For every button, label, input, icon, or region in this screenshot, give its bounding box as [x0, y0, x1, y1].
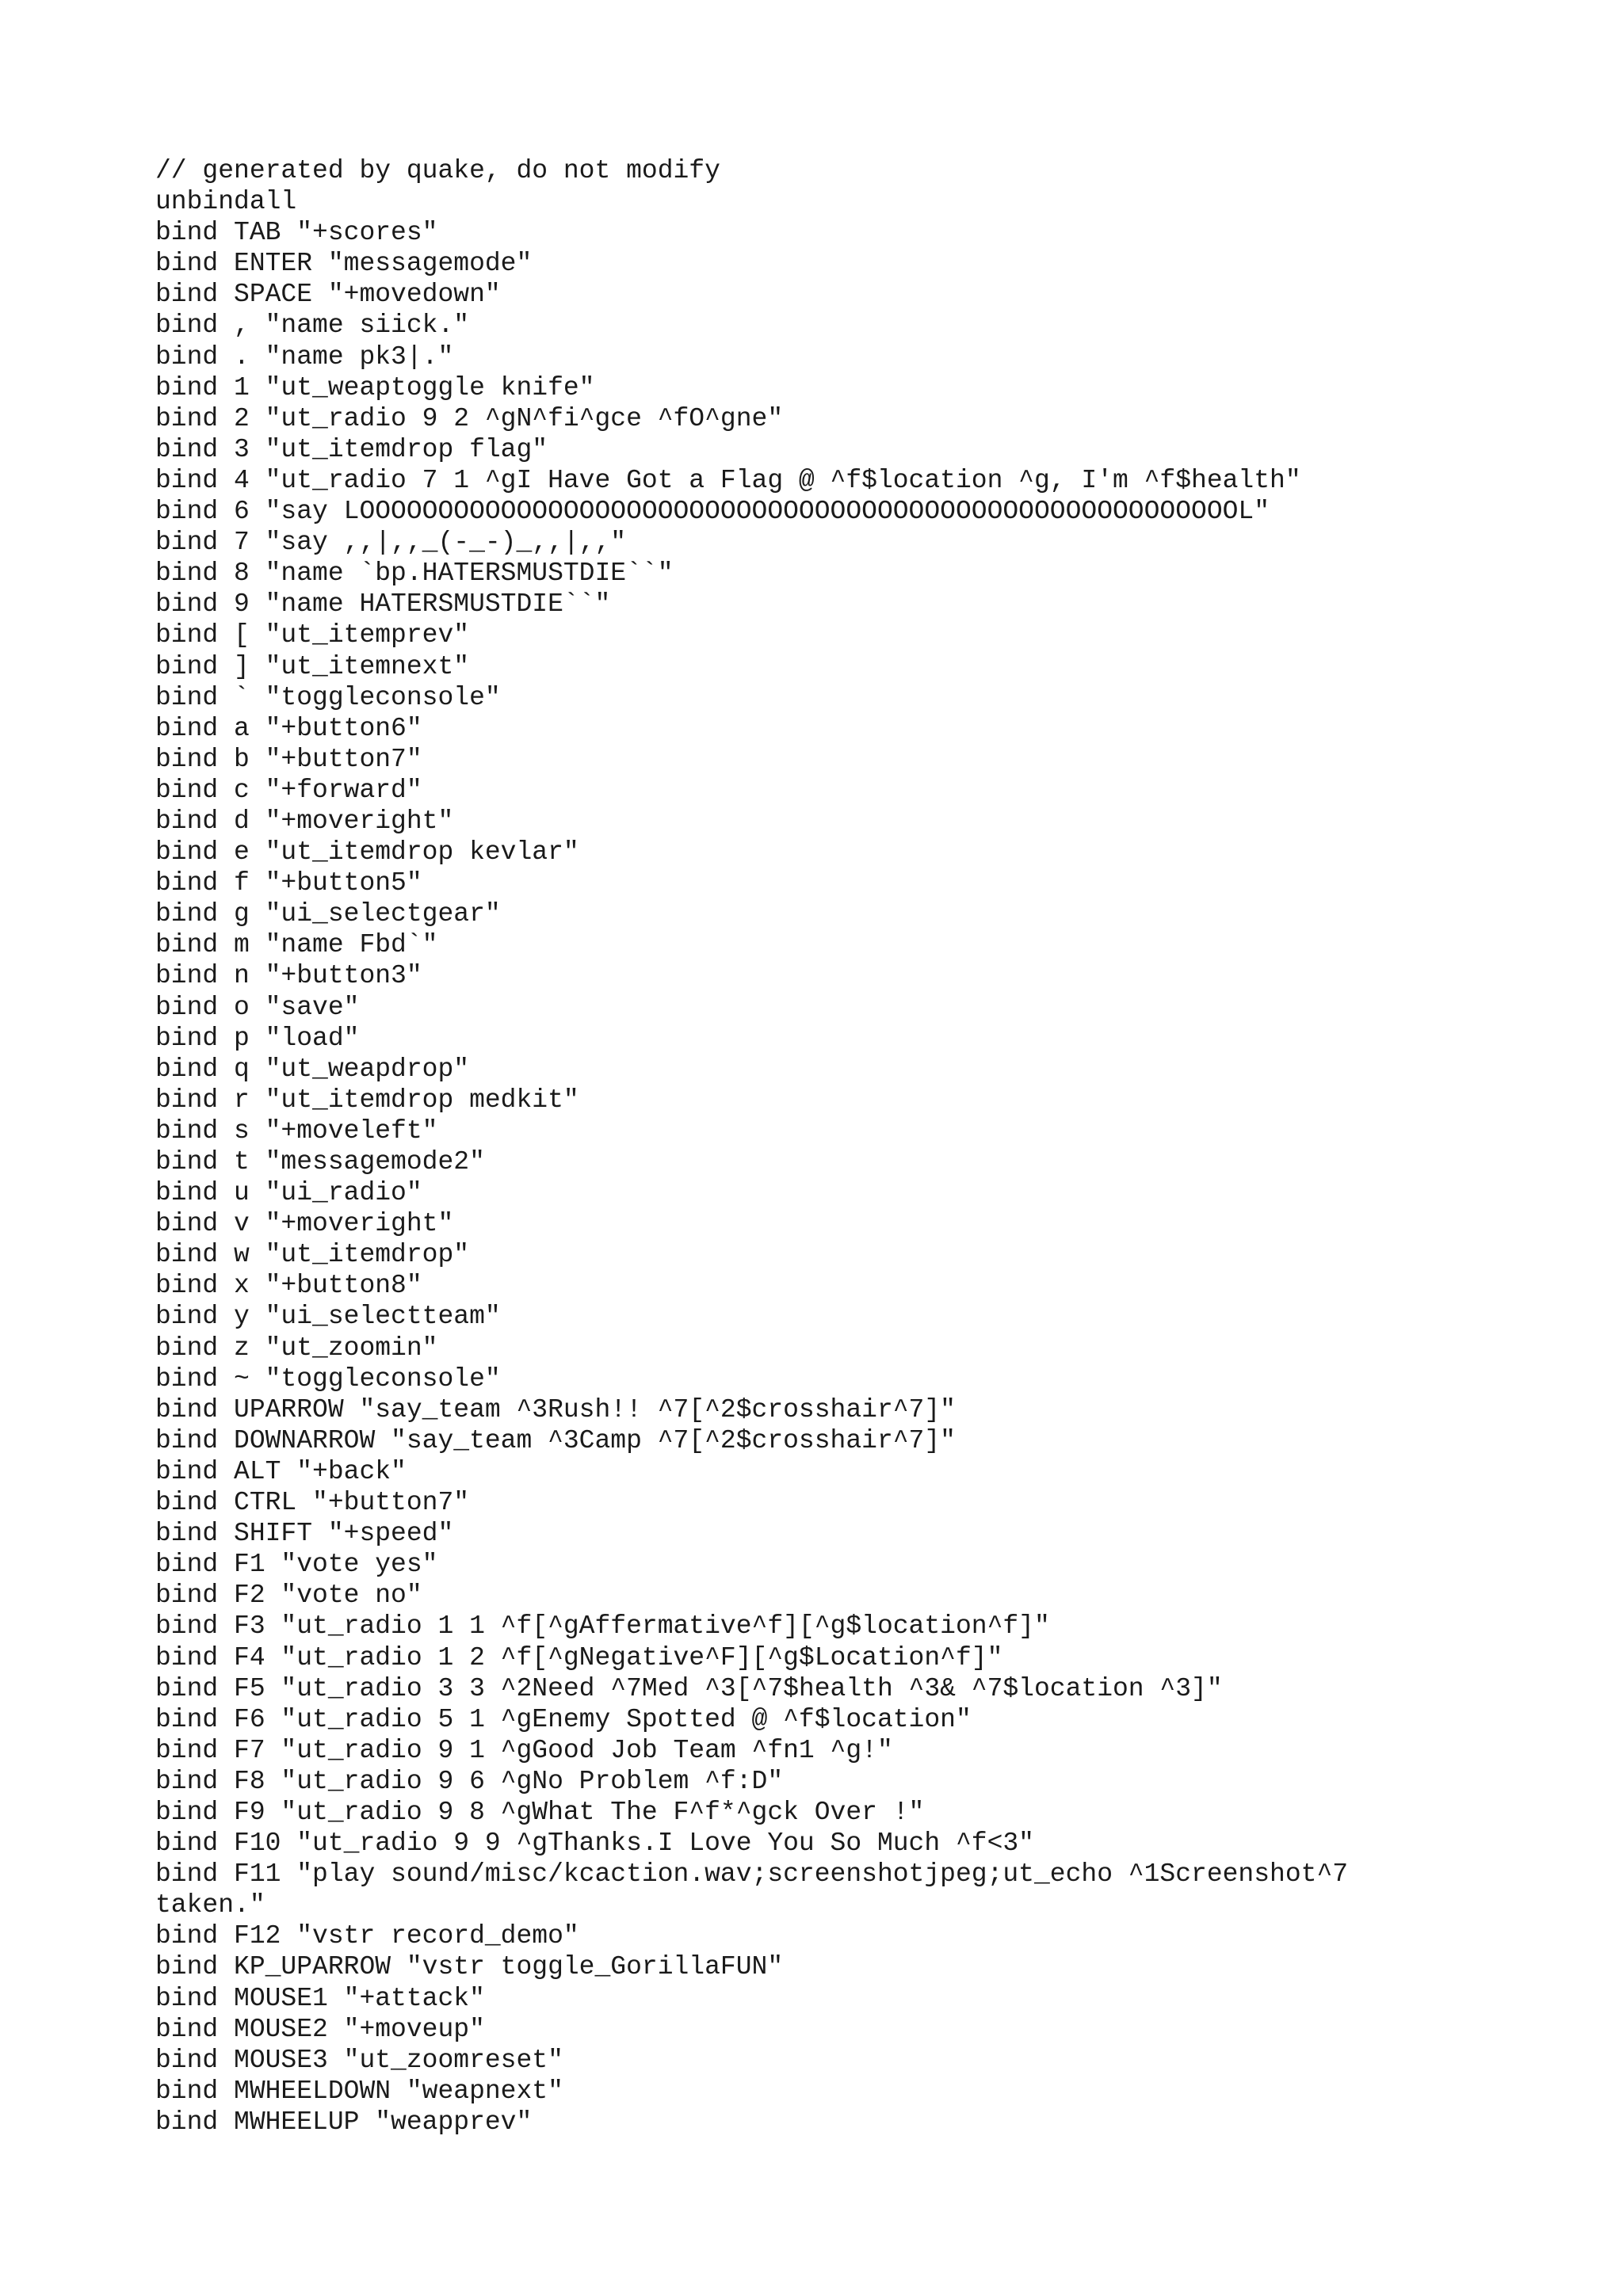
- config-line: bind w "ut_itemdrop": [155, 1240, 470, 1270]
- config-line: bind [ "ut_itemprev": [155, 620, 470, 650]
- config-line: unbindall: [155, 187, 297, 217]
- config-line: bind F5 "ut_radio 3 3 ^2Need ^7Med ^3[^7$health ^3& ^7$location ^3]": [155, 1673, 1223, 1703]
- config-line: bind e "ut_itemdrop kevlar": [155, 837, 579, 868]
- config-line: bind p "load": [155, 1023, 360, 1053]
- config-line: bind ALT "+back": [155, 1456, 407, 1486]
- config-text-block: [155, 155, 1582, 2138]
- config-line: bind r "ut_itemdrop medkit": [155, 1085, 579, 1115]
- config-line: bind u "ui_radio": [155, 1178, 422, 1208]
- config-line: bind F3 "ut_radio 1 1 ^f[^gAffermative^f][^g$location^f]": [155, 1611, 1050, 1642]
- config-line: bind F1 "vote yes": [155, 1550, 438, 1580]
- config-line: bind MOUSE2 "+moveup": [155, 2014, 485, 2044]
- config-line: bind F7 "ut_radio 9 1 ^gGood Job Team ^fn1 ^g!": [155, 1735, 893, 1765]
- config-line: bind ~ "toggleconsole": [155, 1363, 501, 1394]
- config-line: taken.": [155, 1890, 265, 1920]
- config-line: bind o "save": [155, 992, 360, 1022]
- config-line: bind x "+button8": [155, 1271, 422, 1301]
- config-line: bind q "ut_weapdrop": [155, 1054, 470, 1084]
- config-line: bind m "name Fbd`": [155, 930, 438, 960]
- config-line: bind KP_UPARROW "vstr toggle_GorillaFUN": [155, 1952, 784, 1982]
- config-line: bind SPACE "+movedown": [155, 280, 501, 310]
- config-line: bind UPARROW "say_team ^3Rush!! ^7[^2$crosshair^7]": [155, 1394, 956, 1425]
- config-line: bind SHIFT "+speed": [155, 1519, 454, 1549]
- config-line: bind 6 "say LOOOOOOOOOOOOOOOOOOOOOOOOOOOOOOOOOOOOOOOOOOOOOOOOOOOOOOOOL": [155, 497, 1270, 527]
- config-line: bind y "ui_selectteam": [155, 1302, 501, 1332]
- config-line: bind F4 "ut_radio 1 2 ^f[^gNegative^F][^g$Location^f]": [155, 1642, 1003, 1672]
- config-line: bind v "+moveright": [155, 1209, 454, 1239]
- config-line: bind g "ui_selectgear": [155, 899, 501, 929]
- config-line: bind , "name siick.": [155, 311, 470, 341]
- config-line: bind 2 "ut_radio 9 2 ^gN^fi^gce ^fO^gne": [155, 403, 784, 433]
- config-line: bind 4 "ut_radio 7 1 ^gI Have Got a Flag @ ^f$location ^g, I'm ^f$health": [155, 465, 1301, 495]
- config-line: bind DOWNARROW "say_team ^3Camp ^7[^2$crosshair^7]": [155, 1425, 956, 1455]
- config-line: bind s "+moveleft": [155, 1116, 438, 1146]
- config-line: bind F6 "ut_radio 5 1 ^gEnemy Spotted @ ^f$location": [155, 1704, 972, 1734]
- config-line: bind 9 "name HATERSMUSTDIE``": [155, 589, 611, 620]
- config-line: bind n "+button3": [155, 961, 422, 991]
- config-line: bind ENTER "messagemode": [155, 249, 533, 279]
- config-line: bind F12 "vstr record_demo": [155, 1921, 579, 1951]
- config-line: bind F2 "vote no": [155, 1581, 422, 1611]
- config-line: bind CTRL "+button7": [155, 1488, 470, 1518]
- config-line: bind c "+forward": [155, 775, 422, 805]
- config-line: bind 3 "ut_itemdrop flag": [155, 434, 548, 464]
- config-line: bind d "+moveright": [155, 806, 454, 836]
- config-comment-line: // generated by quake, do not modify: [155, 156, 720, 185]
- config-line: bind ] "ut_itemnext": [155, 651, 470, 681]
- config-line: bind z "ut_zoomin": [155, 1333, 438, 1363]
- config-line: bind ` "toggleconsole": [155, 682, 501, 712]
- config-line: bind f "+button5": [155, 868, 422, 898]
- config-line: bind F8 "ut_radio 9 6 ^gNo Problem ^f:D": [155, 1766, 784, 1796]
- config-line: bind b "+button7": [155, 744, 422, 774]
- config-line: bind MOUSE1 "+attack": [155, 1983, 485, 2013]
- config-line: bind a "+button6": [155, 713, 422, 743]
- config-line: bind MOUSE3 "ut_zoomreset": [155, 2045, 563, 2075]
- config-line: bind t "messagemode2": [155, 1147, 485, 1177]
- config-line: bind F10 "ut_radio 9 9 ^gThanks.I Love You So Much ^f<3": [155, 1829, 1034, 1859]
- config-line: bind 7 "say ,,|,,_(-_-)_,,|,,": [155, 528, 627, 558]
- config-line: bind . "name pk3|.": [155, 341, 454, 372]
- config-line: bind F9 "ut_radio 9 8 ^gWhat The F^f*^gck Over !": [155, 1797, 925, 1827]
- config-line: bind F11 "play sound/misc/kcaction.wav;screenshotjpeg;ut_echo ^1Screenshot^7: [155, 1859, 1349, 1890]
- config-line: bind MWHEELUP "weapprev": [155, 2107, 533, 2137]
- config-line: bind 1 "ut_weaptoggle knife": [155, 372, 595, 402]
- config-line: bind MWHEELDOWN "weapnext": [155, 2076, 563, 2106]
- config-line: bind 8 "name `bp.HATERSMUSTDIE``": [155, 559, 674, 589]
- config-line: bind TAB "+scores": [155, 218, 438, 248]
